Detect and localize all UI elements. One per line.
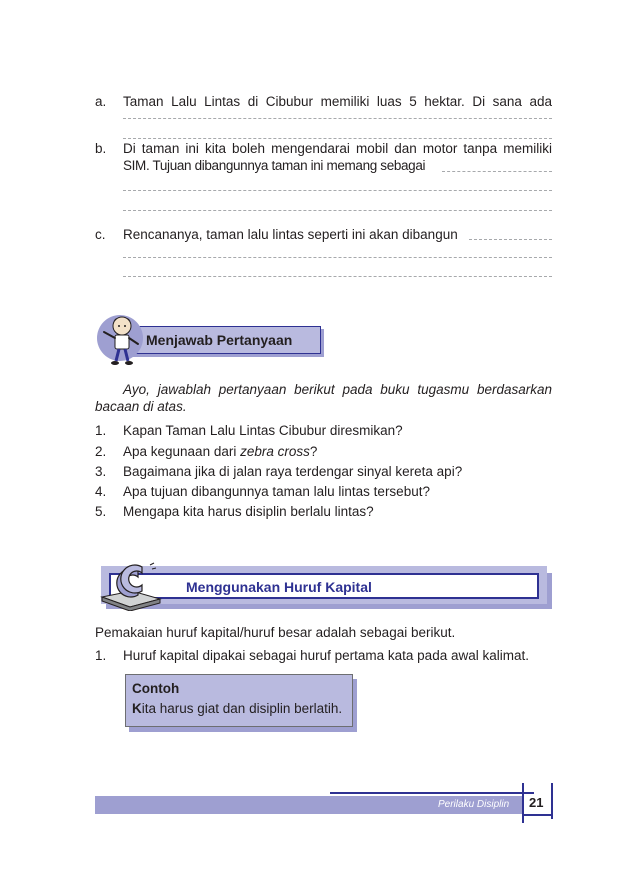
answer-line[interactable]	[123, 138, 552, 139]
answer-line[interactable]	[123, 190, 552, 191]
answer-line[interactable]	[123, 276, 552, 277]
page-number: 21	[529, 795, 544, 810]
question-number: 2.	[95, 444, 107, 459]
example-sentence: Kita harus giat dan disiplin berlatih.	[132, 701, 343, 716]
answer-line[interactable]	[469, 239, 552, 240]
question-number: 5.	[95, 504, 107, 519]
question-text: Kapan Taman Lalu Lintas Cibubur diresmikan?	[123, 423, 403, 438]
footer-divider	[522, 783, 524, 823]
item-text: Taman Lalu Lintas di Cibubur memiliki luas 5 hektar. Di sana ada	[123, 94, 552, 109]
item-marker: c.	[95, 227, 106, 242]
question-number: 4.	[95, 484, 107, 499]
section-title-box	[127, 326, 321, 354]
item-marker: b.	[95, 141, 107, 156]
item-marker: a.	[95, 94, 107, 109]
letter-c-book-icon	[98, 561, 164, 611]
capital-intro: Pemakaian huruf kapital/huruf besar adalah sebagai berikut.	[95, 625, 456, 640]
boy-reading-icon	[96, 308, 148, 366]
answer-line[interactable]	[123, 257, 552, 258]
section-title: Menjawab Pertanyaan	[146, 332, 293, 348]
question-number: 1.	[95, 423, 107, 438]
footer-rule	[330, 792, 523, 794]
footer-rule	[504, 792, 534, 794]
answer-line[interactable]	[123, 118, 552, 119]
question-text: Bagaimana jika di jalan raya terdengar sinyal kereta api?	[123, 464, 463, 479]
footer-rule	[523, 814, 553, 816]
question-text: Apa kegunaan dari zebra cross?	[123, 444, 318, 459]
question-text: Mengapa kita harus disiplin berlalu lintas?	[123, 504, 374, 519]
answer-line[interactable]	[123, 210, 552, 211]
rule-number: 1.	[95, 648, 107, 663]
question-text: Apa tujuan dibangunnya taman lalu lintas tersebut?	[123, 484, 430, 499]
questions-intro: Ayo, jawablah pertanyaan berikut pada buku tugasmu berdasarkan	[123, 382, 552, 397]
answer-line[interactable]	[442, 171, 552, 172]
chapter-title: Perilaku Disiplin	[438, 799, 510, 810]
item-text: Di taman ini kita boleh mengendarai mobil dan motor tanpa memiliki	[123, 141, 552, 156]
footer-divider	[551, 783, 553, 819]
example-label: Contoh	[132, 681, 180, 696]
section-title: Menggunakan Huruf Kapital	[186, 579, 372, 595]
item-text: SIM. Tujuan dibangunnya taman ini memang sebagai	[123, 158, 426, 173]
question-number: 3.	[95, 464, 107, 479]
item-text: Rencananya, taman lalu lintas seperti ini akan dibangun	[123, 227, 458, 242]
questions-intro-cont: bacaan di atas.	[95, 399, 187, 414]
rule-text: Huruf kapital dipakai sebagai huruf pertama kata pada awal kalimat.	[123, 648, 529, 663]
